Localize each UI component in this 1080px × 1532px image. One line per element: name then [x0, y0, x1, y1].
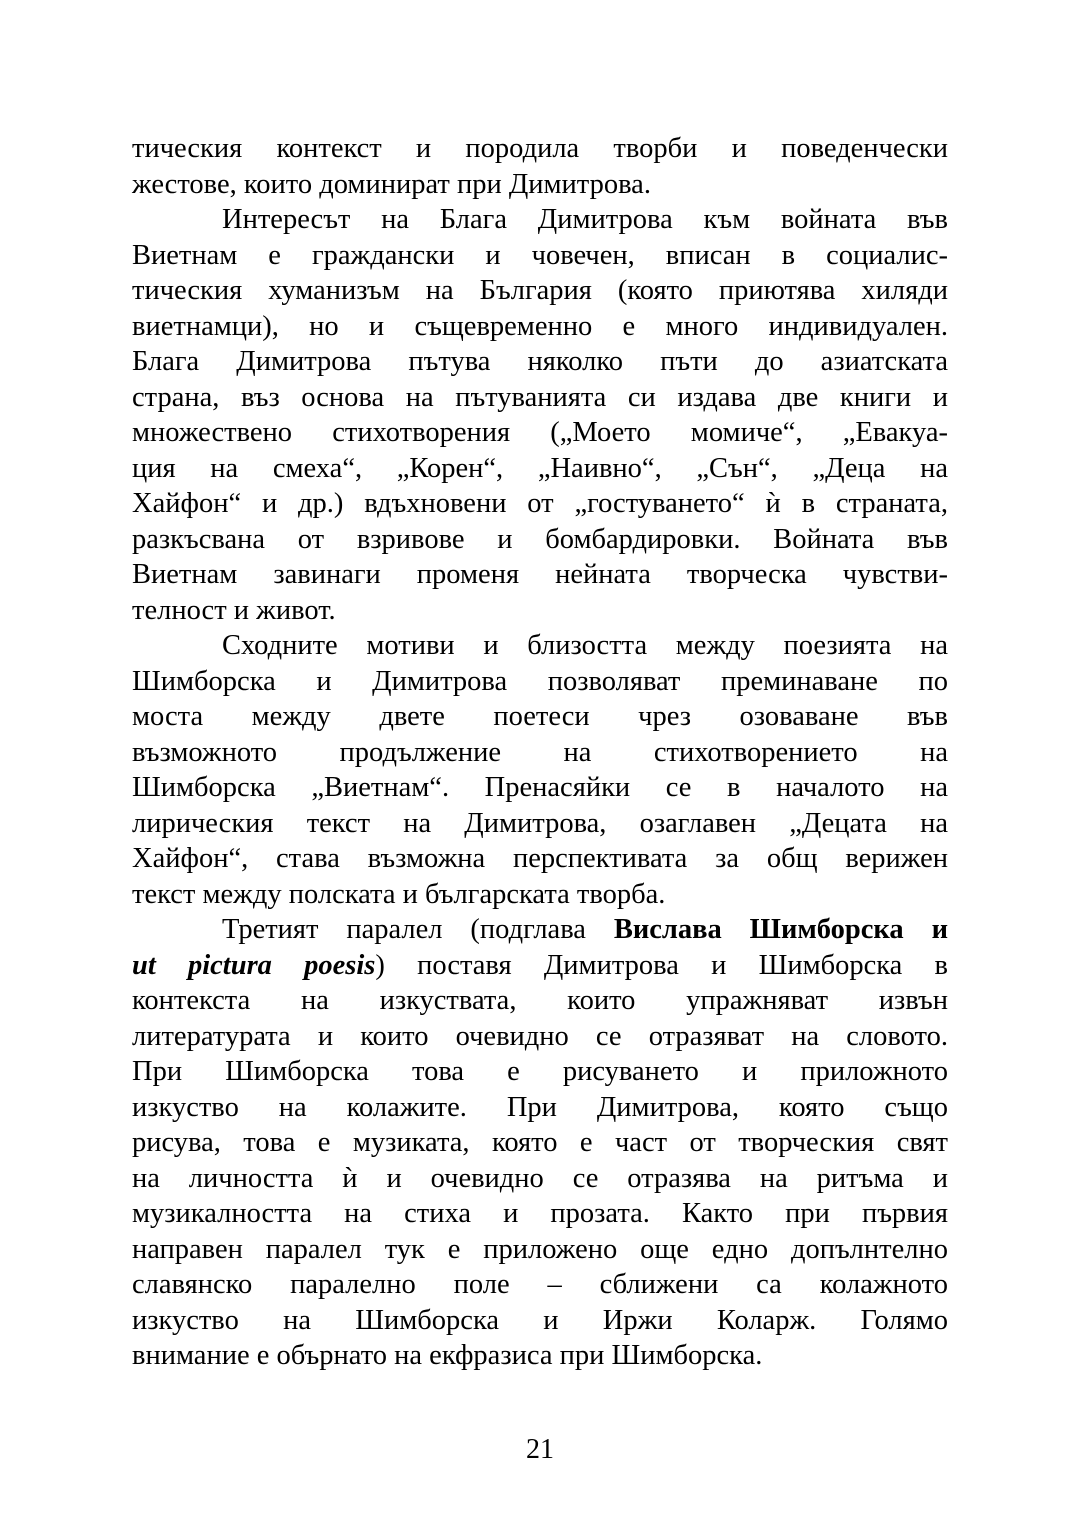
text-segment: Хайфон“ и др.) вдъхновени от „гостуването“ ѝ в страната,	[132, 488, 948, 519]
text-line	[132, 486, 948, 522]
text-segment: на личността ѝ и очевидно се отразява на ритъма и	[132, 1162, 948, 1194]
text-line	[132, 1338, 948, 1374]
text-segment: множествено стихотворения („Моето момиче“, „Евакуа-	[132, 417, 948, 448]
text-line	[132, 770, 948, 806]
text-segment: ) поставя Димитрова и Шимборска в	[375, 949, 949, 981]
text-segment: моста между двете поетеси чрез озоваване във	[132, 701, 948, 732]
text-segment: рисува, това е музиката, която е част от творческия свят	[132, 1127, 948, 1158]
text-line	[132, 238, 948, 274]
text-line	[132, 131, 948, 167]
text-line	[132, 1090, 948, 1126]
text-line	[132, 735, 948, 771]
text-segment: литературата и които очевидно се отразяват на словото.	[132, 1020, 948, 1052]
text-line	[132, 912, 948, 948]
text-segment: жестове, които доминират при Димитрова.	[132, 168, 651, 200]
text-line	[132, 1161, 948, 1197]
text-line	[132, 877, 948, 913]
text-segment: Виетнам завинаги променя нейната творческа чувстви-	[132, 559, 948, 590]
text-line	[132, 1019, 948, 1055]
text-segment: внимание е обърнато на екфразиса при Шимборска.	[132, 1340, 763, 1371]
text-segment: страна, въз основа на пътуванията си издава две книги и	[132, 381, 948, 413]
text-segment: Виетнам е граждански и човечен, вписан в социалис-	[132, 239, 948, 271]
text-line	[132, 1125, 948, 1161]
text-line	[132, 451, 948, 487]
text-segment: контекста на изкуствата, които упражняват извън	[132, 985, 948, 1016]
text-segment: направен паралел тук е приложено още едно допълнтелно	[132, 1233, 948, 1265]
text-segment: разкъсвана от взривове и бомбардировки. Войната във	[132, 523, 948, 555]
text-segment: тическия хуманизъм на България (която приютява хиляди	[132, 275, 948, 306]
text-line	[132, 557, 948, 593]
text-segment: тическия контекст и породила творби и поведенчески	[132, 133, 948, 164]
text-segment: Блага Димитрова пътува няколко пъти до азиатската	[132, 346, 948, 377]
text-segment: виетнамци), но и същевременно е много индивидуален.	[132, 310, 948, 342]
text-line	[132, 380, 948, 416]
text-line	[132, 273, 948, 309]
text-line	[132, 593, 948, 629]
text-line	[132, 806, 948, 842]
text-line	[132, 948, 948, 984]
text-segment: изкуство на колажите. При Димитрова, която също	[132, 1091, 948, 1123]
text-segment: Третият паралел (подглава	[222, 914, 614, 945]
text-segment: текст между полската и българската творба.	[132, 878, 666, 910]
text-segment: Сходните мотиви и близостта между поезията на	[222, 630, 948, 661]
text-segment: телност и живот.	[132, 594, 336, 626]
text-segment: Шимборска и Димитрова позволяват преминаване по	[132, 665, 948, 697]
text-line	[132, 699, 948, 735]
body-text	[132, 131, 948, 1374]
text-segment: Хайфон“, става възможна перспективата за общ верижен	[132, 843, 948, 874]
text-line	[132, 1303, 948, 1339]
text-segment: славянско паралелно поле – сближени са колажното	[132, 1269, 948, 1300]
text-segment: лирическия текст на Димитрова, озаглавен „Децата на	[132, 807, 948, 839]
text-line	[132, 202, 948, 238]
text-line	[132, 344, 948, 380]
text-line	[132, 1267, 948, 1303]
text-line	[132, 1196, 948, 1232]
text-segment: музикалността на стиха и прозата. Както при първия	[132, 1198, 948, 1229]
text-segment: Интересът на Блага Димитрова към войната във	[222, 204, 948, 235]
text-segment: възможното продължение на стихотворението на	[132, 736, 948, 768]
text-segment: При Шимборска това е рисуването и приложното	[132, 1056, 948, 1087]
text-line	[132, 983, 948, 1019]
text-line	[132, 167, 948, 203]
text-line	[132, 522, 948, 558]
text-line	[132, 1232, 948, 1268]
text-line	[132, 664, 948, 700]
text-segment: Шимборска „Виетнам“. Пренасяйки се в началото на	[132, 772, 948, 803]
text-segment: изкуство на Шимборска и Иржи Коларж. Голямо	[132, 1304, 948, 1336]
emphasized-text-segment: Вислава Шимборска и	[613, 914, 948, 945]
page-number: 21	[526, 1434, 554, 1465]
text-line	[132, 309, 948, 345]
text-line	[132, 415, 948, 451]
text-line	[132, 1054, 948, 1090]
emphasized-text-segment: ut pictura poesis	[132, 949, 376, 981]
text-segment: ция на смеха“, „Корен“, „Наивно“, „Сън“, „Деца на	[132, 452, 948, 484]
text-line	[132, 841, 948, 877]
text-line	[132, 628, 948, 664]
